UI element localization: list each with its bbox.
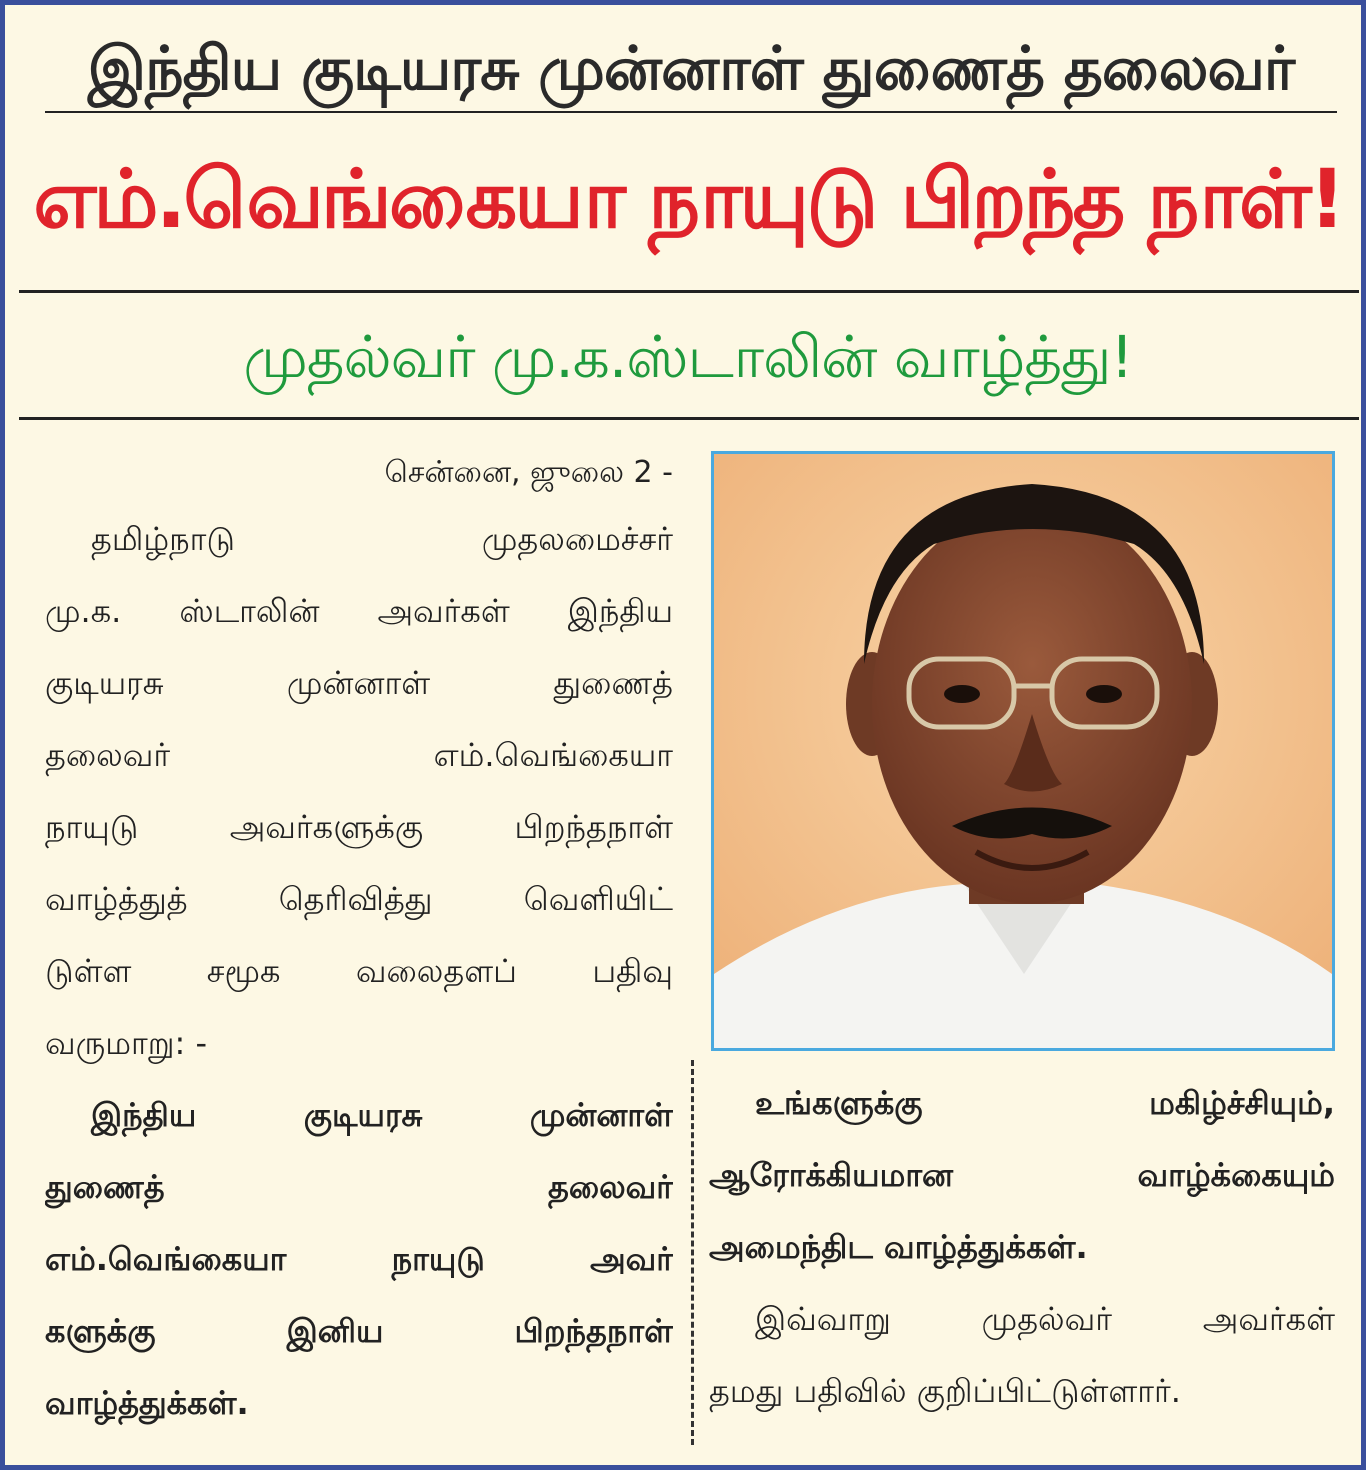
- divider-rule-bottom: [19, 417, 1359, 420]
- left-eye: [944, 685, 980, 703]
- column-separator: [691, 1060, 694, 1445]
- paragraph-line: வாழ்த்துத் தெரிவித்து வெளியிட்: [45, 880, 673, 918]
- paragraph-line: டுள்ள சமூக வலைதளப் பதிவு: [45, 952, 673, 990]
- closing-line: இவ்வாறு முதல்வர் அவர்கள்: [755, 1300, 1335, 1338]
- main-headline: எம்.வெங்கையா நாயுடு பிறந்த நாள்!: [33, 153, 1343, 247]
- right-eye: [1086, 685, 1122, 703]
- article-right-column: [709, 1067, 1335, 1427]
- paragraph-line: மு.க. ஸ்டாலின் அவர்கள் இந்திய: [45, 592, 673, 630]
- kicker-heading: இந்திய குடியரசு முன்னாள் துணைத் தலைவர்: [45, 27, 1337, 113]
- quote-line: அமைந்திட வாழ்த்துக்கள்.: [709, 1228, 1088, 1266]
- article-left-column: [45, 443, 673, 1439]
- quote-line: துணைத் தலைவர்: [45, 1168, 673, 1206]
- quote-line: வாழ்த்துக்கள்.: [45, 1384, 249, 1422]
- quote-line: எம்.வெங்கையா நாயுடு அவர்: [45, 1240, 673, 1278]
- paragraph-line: வருமாறு: -: [45, 1024, 207, 1062]
- portrait-photo: [711, 451, 1335, 1051]
- quote-line: இந்திய குடியரசு முன்னாள்: [91, 1096, 673, 1134]
- quote-line: உங்களுக்கு மகிழ்ச்சியும்,: [755, 1084, 1335, 1122]
- portrait-illustration: [714, 454, 1332, 1048]
- divider-rule-top: [19, 290, 1359, 293]
- paragraph-line: குடியரசு முன்னாள் துணைத்: [45, 664, 673, 702]
- paragraph-line: தலைவர் எம்.வெங்கையா: [45, 736, 673, 774]
- quote-line: ஆரோக்கியமான வாழ்க்கையும்: [709, 1156, 1335, 1194]
- paragraph-line: தமிழ்நாடு முதலமைச்சர்: [91, 520, 673, 558]
- paragraph-line: நாயுடு அவர்களுக்கு பிறந்தநாள்: [45, 808, 673, 846]
- face: [872, 504, 1192, 904]
- dateline: சென்னை, ஜுலை 2 -: [384, 455, 673, 490]
- subheadline: முதல்வர் மு.க.ஸ்டாலின் வாழ்த்து!: [243, 323, 1133, 391]
- quote-line: களுக்கு இனிய பிறந்தநாள்: [45, 1312, 673, 1350]
- closing-line: தமது பதிவில் குறிப்பிட்டுள்ளார்.: [709, 1372, 1181, 1410]
